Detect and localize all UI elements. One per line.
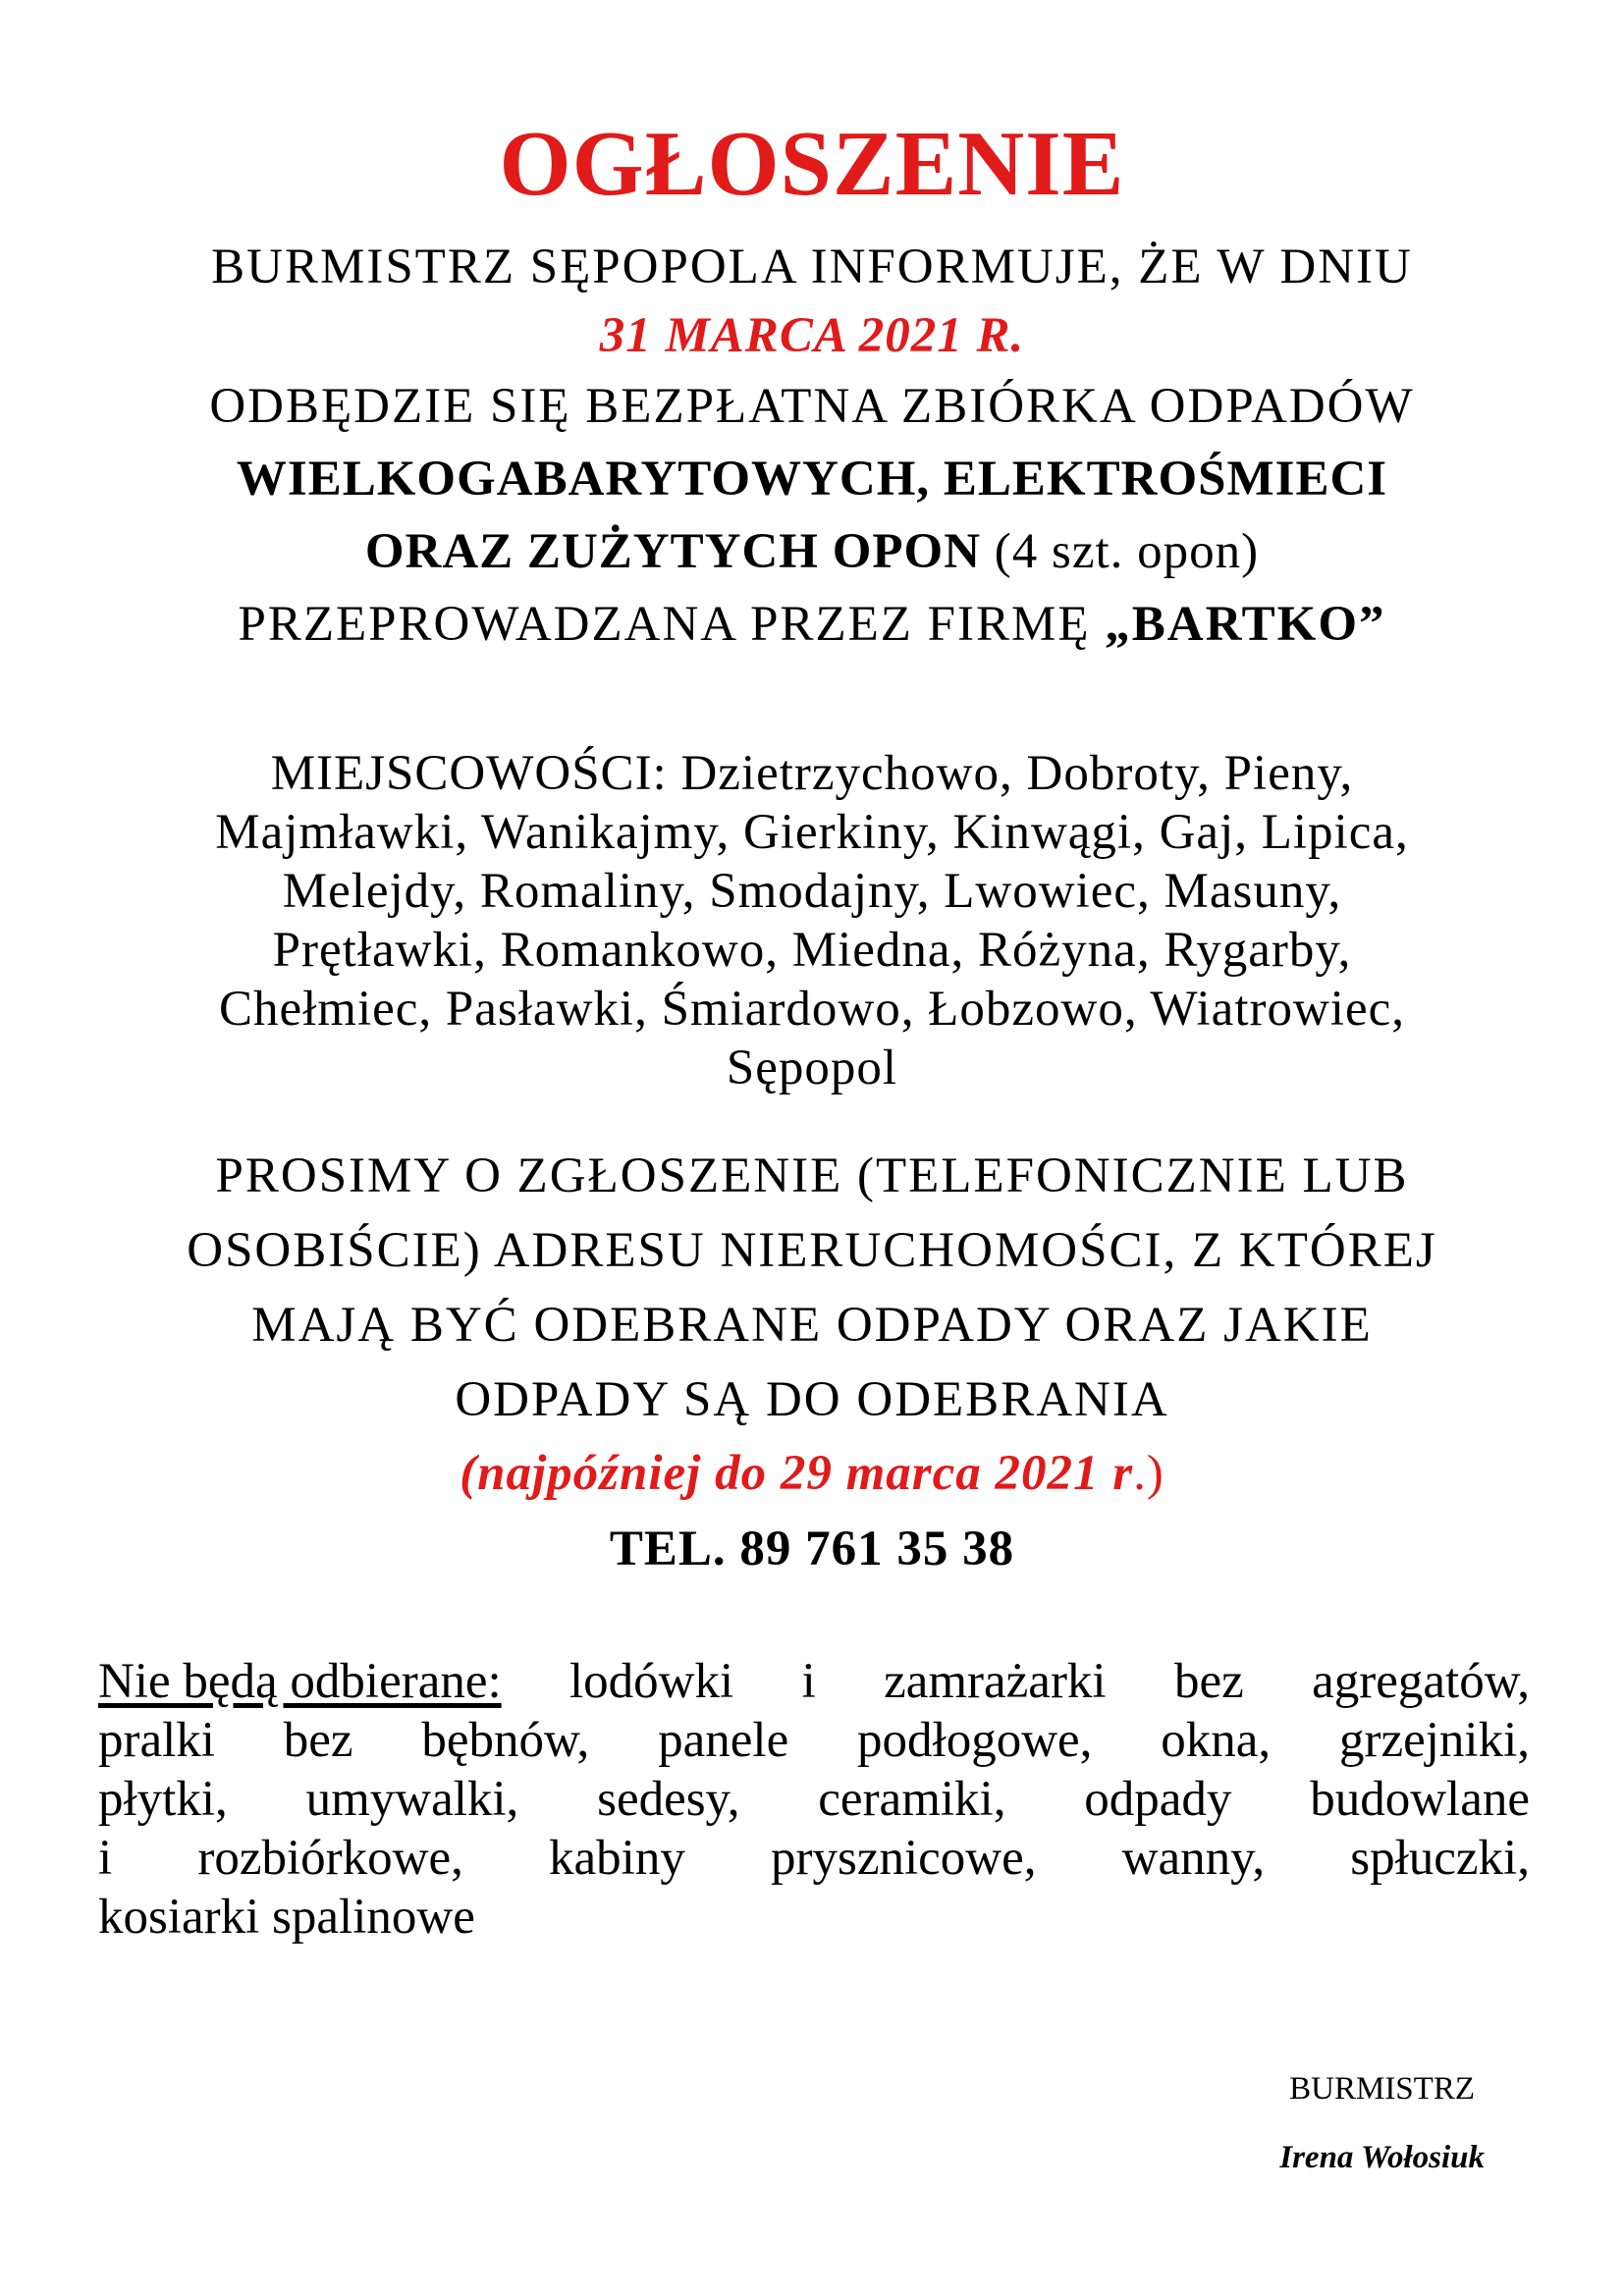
request-line: OSOBIŚCIE) ADRESU NIERUCHOMOŚCI, Z KTÓREJ (187, 1223, 1437, 1278)
places-line: Sępopol (726, 1041, 898, 1095)
places-line: Melejdy, Romaliny, Smodajny, Lwowiec, Masuny, (282, 864, 1342, 919)
places-line: Prętławki, Romankowo, Miedna, Różyna, Rygarby, (272, 923, 1352, 978)
tires-bold-text: ORAZ ZUŻYTYCH OPON (364, 524, 982, 579)
exclusions-row (98, 1652, 1530, 1711)
exclusion-word: pralki (98, 1713, 215, 1768)
request-line: MAJĄ BYĆ ODEBRANE ODPADY ORAZ JAKIE (251, 1298, 1373, 1353)
exclusions-row (98, 1770, 1530, 1829)
collection-date: 31 MARCA 2021 R. (599, 308, 1025, 363)
exclusion-word: podłogowe, (857, 1713, 1093, 1768)
exclusion-word: spłuczki, (1350, 1831, 1530, 1886)
phone-number: TEL. 89 761 35 38 (609, 1522, 1015, 1576)
exclusions-label: Nie będą odbierane: (98, 1654, 502, 1709)
exclusion-word: agregatów, (1312, 1654, 1530, 1709)
exclusion-word: rozbiórkowe, (197, 1831, 463, 1886)
request-line: ODPADY SĄ DO ODEBRANIA (455, 1372, 1169, 1427)
deadline-text: najpóźniej do 29 marca 2021 r (477, 1446, 1134, 1501)
company-line (0, 595, 1624, 654)
request-line: PROSIMY O ZGŁOSZENIE (TELEFONICZNIE LUB (215, 1148, 1409, 1203)
exclusion-word: bez (283, 1713, 353, 1768)
waste-types-line: WIELKOGABARYTOWYCH, ELEKTROŚMIECI (236, 452, 1388, 507)
exclusions-row (98, 1829, 1530, 1888)
company-name: „BARTKO” (1105, 597, 1386, 652)
deadline-open-paren: ( (460, 1446, 478, 1501)
exclusions-last-line: kosiarki spalinowe (98, 1890, 475, 1945)
exclusion-word: odpady (1084, 1772, 1232, 1827)
tires-line (0, 522, 1624, 581)
tires-count-text: (4 szt. opon) (981, 524, 1260, 579)
exclusion-word: prysznicowe, (771, 1831, 1037, 1886)
places-line: MIEJSCOWOŚCI: Dzietrzychowo, Dobroty, Pieny, (270, 746, 1354, 801)
signature-name: Irena Wołosiuk (1279, 2140, 1485, 2175)
exclusion-word: bez (1173, 1654, 1244, 1709)
exclusions-paragraph (98, 1652, 1530, 1947)
exclusion-word: kabiny (549, 1831, 685, 1886)
exclusions-row (98, 1888, 1530, 1947)
collection-line: ODBĘDZIE SIĘ BEZPŁATNA ZBIÓRKA ODPADÓW (209, 379, 1415, 434)
deadline-line (0, 1444, 1624, 1503)
exclusion-word: panele (658, 1713, 789, 1768)
exclusion-word: ceramiki, (818, 1772, 1006, 1827)
exclusion-word: płytki, (98, 1772, 228, 1827)
exclusion-word: budowlane (1310, 1772, 1530, 1827)
exclusion-word: bębnów, (421, 1713, 590, 1768)
places-line: Majmławki, Wanikajmy, Gierkiny, Kinwągi, Gaj, Lipica, (215, 805, 1409, 860)
exclusion-word: zamrażarki (884, 1654, 1107, 1709)
exclusion-word: lodówki (569, 1654, 734, 1709)
places-line: Chełmiec, Pasławki, Śmiardowo, Łobzowo, Wiatrowiec, (218, 982, 1405, 1037)
exclusion-word: sedesy, (597, 1772, 740, 1827)
signature-title: BURMISTRZ (1289, 2071, 1475, 2107)
deadline-close-paren: .) (1133, 1446, 1164, 1501)
notice-title: OGŁOSZENIE (499, 113, 1125, 215)
notice-intro-line: BURMISTRZ SĘPOPOLA INFORMUJE, ŻE W DNIU (211, 240, 1413, 294)
exclusion-word: grzejniki, (1338, 1713, 1530, 1768)
exclusion-word: umywalki, (305, 1772, 519, 1827)
exclusions-row (98, 1711, 1530, 1770)
exclusion-word: wanny, (1121, 1831, 1266, 1886)
company-intro-text: PRZEPROWADZANA PRZEZ FIRMĘ (238, 597, 1106, 652)
exclusion-word: i (98, 1831, 113, 1886)
exclusion-word: okna, (1161, 1713, 1272, 1768)
exclusion-word: i (801, 1654, 816, 1709)
